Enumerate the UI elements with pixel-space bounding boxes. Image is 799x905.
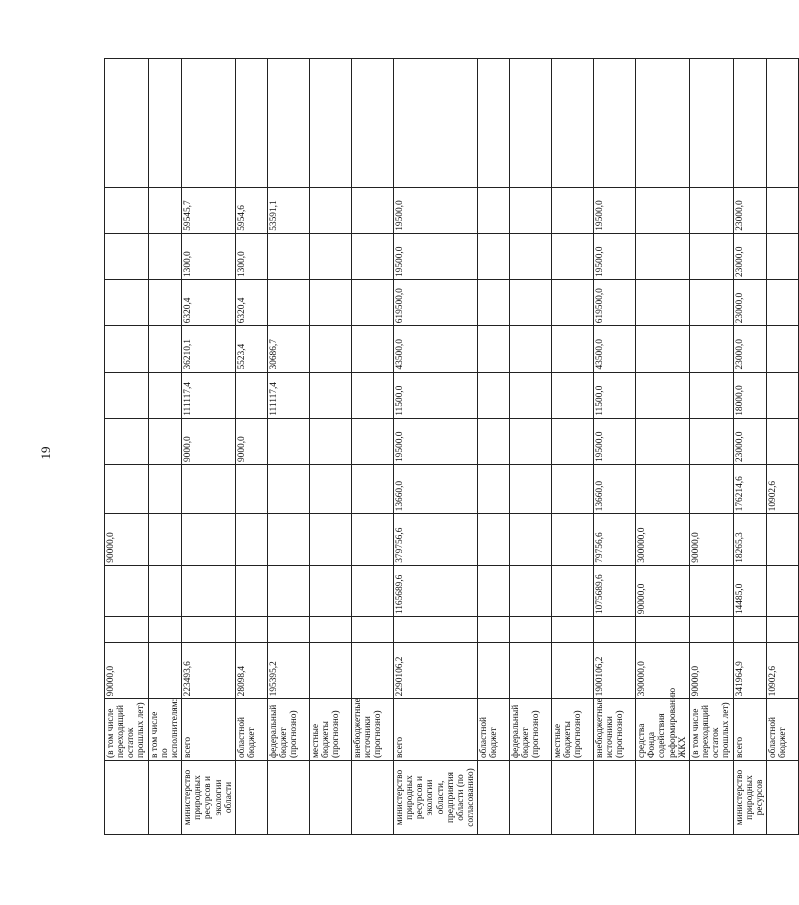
- value-cell: [351, 617, 393, 643]
- value-cell: 59545,7: [182, 187, 236, 233]
- value-cell: 2290106,2: [393, 642, 477, 699]
- value-cell: [552, 617, 594, 643]
- value-cell: [689, 280, 733, 326]
- value-cell: [478, 642, 510, 699]
- value-cell: [105, 565, 149, 616]
- executor-cell: министерство природных ресурсов и экологии области: [182, 761, 236, 835]
- value-cell: [510, 642, 552, 699]
- value-cell: [552, 280, 594, 326]
- value-cell: [309, 280, 351, 326]
- empty-cell: [105, 59, 149, 188]
- value-cell: [689, 372, 733, 418]
- executor-cell: [552, 761, 594, 835]
- value-cell: [235, 617, 267, 643]
- value-cell: [148, 514, 181, 565]
- executor-cell: [309, 761, 351, 835]
- value-cell: [636, 326, 690, 372]
- budget-table: [104, 58, 799, 835]
- value-cell: 19500,0: [393, 418, 477, 464]
- value-cell: [105, 326, 149, 372]
- executor-cell: [510, 761, 552, 835]
- value-cell: [235, 514, 267, 565]
- value-cell: 619500,0: [393, 280, 477, 326]
- value-cell: [510, 280, 552, 326]
- empty-cell: [393, 59, 477, 188]
- executor-cell: министерство природных ресурсов и экологии области, предприятия области (по согласованию): [393, 761, 477, 835]
- value-cell: [351, 565, 393, 616]
- value-cell: [552, 465, 594, 514]
- value-cell: [636, 617, 690, 643]
- value-cell: 300000,0: [636, 514, 690, 565]
- value-cell: [309, 514, 351, 565]
- funding-source-cell: местные бюджеты (прогнозно): [552, 699, 594, 761]
- value-cell: [309, 233, 351, 279]
- funding-source-cell: (в том числе переходящий остаток прошлых лет): [105, 699, 149, 761]
- value-cell: [105, 233, 149, 279]
- value-cell: 111117,4: [182, 372, 236, 418]
- value-cell: [636, 187, 690, 233]
- value-cell: [689, 465, 733, 514]
- value-cell: 619500,0: [594, 280, 636, 326]
- executor-cell: [478, 761, 510, 835]
- value-cell: 10902,6: [767, 642, 799, 699]
- table-row: [594, 59, 636, 835]
- value-cell: [767, 372, 799, 418]
- value-cell: 90000,0: [636, 565, 690, 616]
- table-row: [767, 59, 799, 835]
- funding-source-cell: внебюджетные источники (прогнозно): [351, 699, 393, 761]
- value-cell: [267, 233, 309, 279]
- value-cell: [309, 372, 351, 418]
- value-cell: 30686,7: [267, 326, 309, 372]
- value-cell: [351, 418, 393, 464]
- table-row: [309, 59, 351, 835]
- executor-cell: [148, 761, 181, 835]
- value-cell: [309, 326, 351, 372]
- funding-source-cell: областной бюджет: [235, 699, 267, 761]
- value-cell: [105, 187, 149, 233]
- empty-cell: [552, 59, 594, 188]
- executor-cell: министерство природных ресурсов: [733, 761, 766, 835]
- executor-cell: [594, 761, 636, 835]
- value-cell: 9000,0: [182, 418, 236, 464]
- value-cell: 390000,0: [636, 642, 690, 699]
- value-cell: 6320,4: [182, 280, 236, 326]
- table-row: [478, 59, 510, 835]
- value-cell: [552, 187, 594, 233]
- value-cell: [510, 187, 552, 233]
- value-cell: [636, 372, 690, 418]
- empty-cell: [510, 59, 552, 188]
- value-cell: [478, 514, 510, 565]
- value-cell: [351, 326, 393, 372]
- table-row: [235, 59, 267, 835]
- value-cell: [351, 465, 393, 514]
- value-cell: [689, 233, 733, 279]
- value-cell: 195395,2: [267, 642, 309, 699]
- value-cell: [309, 465, 351, 514]
- funding-source-cell: (в том числе переходящий остаток прошлых лет): [689, 699, 733, 761]
- value-cell: [235, 372, 267, 418]
- value-cell: [594, 617, 636, 643]
- value-cell: 11500,0: [393, 372, 477, 418]
- executor-cell: [636, 761, 690, 835]
- value-cell: [478, 418, 510, 464]
- value-cell: [105, 280, 149, 326]
- executor-cell: [689, 761, 733, 835]
- executor-cell: [767, 761, 799, 835]
- empty-cell: [235, 59, 267, 188]
- value-cell: [636, 418, 690, 464]
- executor-cell: [267, 761, 309, 835]
- value-cell: [351, 642, 393, 699]
- value-cell: [309, 418, 351, 464]
- value-cell: [235, 465, 267, 514]
- value-cell: [267, 565, 309, 616]
- value-cell: [148, 326, 181, 372]
- value-cell: 111117,4: [267, 372, 309, 418]
- value-cell: [552, 372, 594, 418]
- value-cell: 19500,0: [393, 187, 477, 233]
- value-cell: [767, 617, 799, 643]
- value-cell: 379756,6: [393, 514, 477, 565]
- value-cell: 53591,1: [267, 187, 309, 233]
- value-cell: 11500,0: [594, 372, 636, 418]
- value-cell: 10902,6: [767, 465, 799, 514]
- funding-source-cell: в том числе по исполнителям:: [148, 699, 181, 761]
- value-cell: [552, 514, 594, 565]
- value-cell: [552, 233, 594, 279]
- value-cell: 5954,6: [235, 187, 267, 233]
- value-cell: 1300,0: [235, 233, 267, 279]
- value-cell: [689, 326, 733, 372]
- value-cell: [148, 372, 181, 418]
- value-cell: 23000,0: [733, 233, 766, 279]
- value-cell: 28098,4: [235, 642, 267, 699]
- value-cell: [351, 187, 393, 233]
- empty-cell: [767, 59, 799, 188]
- value-cell: 90000,0: [689, 514, 733, 565]
- value-cell: 19500,0: [393, 233, 477, 279]
- value-cell: 1900106,2: [594, 642, 636, 699]
- funding-source-cell: местные бюджеты (прогнозно): [309, 699, 351, 761]
- value-cell: [148, 187, 181, 233]
- value-cell: [510, 418, 552, 464]
- table-row: [105, 59, 149, 835]
- rotated-table-container: [104, 58, 789, 835]
- value-cell: [767, 280, 799, 326]
- value-cell: 176214,6: [733, 465, 766, 514]
- value-cell: 13660,0: [393, 465, 477, 514]
- table-row: [636, 59, 690, 835]
- value-cell: 19500,0: [594, 418, 636, 464]
- value-cell: [309, 187, 351, 233]
- value-cell: 23000,0: [733, 280, 766, 326]
- value-cell: [478, 326, 510, 372]
- page-number: 19: [38, 446, 53, 460]
- value-cell: [105, 617, 149, 643]
- value-cell: [478, 233, 510, 279]
- value-cell: [309, 642, 351, 699]
- funding-source-cell: областной бюджет: [478, 699, 510, 761]
- value-cell: [767, 418, 799, 464]
- value-cell: 13660,0: [594, 465, 636, 514]
- value-cell: [689, 187, 733, 233]
- empty-cell: [478, 59, 510, 188]
- table-row: [182, 59, 236, 835]
- value-cell: [393, 617, 477, 643]
- value-cell: [182, 514, 236, 565]
- value-cell: [636, 280, 690, 326]
- value-cell: [148, 617, 181, 643]
- executor-cell: [105, 761, 149, 835]
- empty-cell: [148, 59, 181, 188]
- value-cell: [733, 617, 766, 643]
- value-cell: [478, 565, 510, 616]
- value-cell: [105, 372, 149, 418]
- empty-cell: [267, 59, 309, 188]
- value-cell: [478, 280, 510, 326]
- value-cell: [148, 465, 181, 514]
- funding-source-cell: всего: [733, 699, 766, 761]
- funding-source-cell: внебюджетные источники (прогнозно): [594, 699, 636, 761]
- value-cell: 90000,0: [105, 514, 149, 565]
- value-cell: 19500,0: [594, 187, 636, 233]
- value-cell: [309, 565, 351, 616]
- value-cell: 36210,1: [182, 326, 236, 372]
- value-cell: 90000,0: [689, 642, 733, 699]
- table-row: [148, 59, 181, 835]
- value-cell: [478, 372, 510, 418]
- empty-cell: [689, 59, 733, 188]
- value-cell: 1300,0: [182, 233, 236, 279]
- value-cell: 43500,0: [594, 326, 636, 372]
- executor-cell: [235, 761, 267, 835]
- value-cell: [689, 418, 733, 464]
- value-cell: [105, 465, 149, 514]
- funding-source-cell: средства Фонда содействия реформированию ЖКХ: [636, 699, 690, 761]
- value-cell: [767, 187, 799, 233]
- value-cell: [552, 326, 594, 372]
- value-cell: 1165689,6: [393, 565, 477, 616]
- funding-source-cell: федеральный бюджет (прогнозно): [510, 699, 552, 761]
- value-cell: [351, 514, 393, 565]
- value-cell: 6320,4: [235, 280, 267, 326]
- table-row: [393, 59, 477, 835]
- table-row: [351, 59, 393, 835]
- value-cell: [510, 617, 552, 643]
- value-cell: [267, 280, 309, 326]
- value-cell: [351, 372, 393, 418]
- value-cell: [148, 280, 181, 326]
- value-cell: 19500,0: [594, 233, 636, 279]
- value-cell: [510, 465, 552, 514]
- value-cell: [148, 642, 181, 699]
- value-cell: [478, 187, 510, 233]
- value-cell: [309, 617, 351, 643]
- value-cell: [267, 514, 309, 565]
- empty-cell: [309, 59, 351, 188]
- value-cell: [478, 465, 510, 514]
- value-cell: [552, 565, 594, 616]
- table-row: [552, 59, 594, 835]
- funding-source-cell: всего: [393, 699, 477, 761]
- table-row: [510, 59, 552, 835]
- value-cell: 18265,3: [733, 514, 766, 565]
- value-cell: [267, 617, 309, 643]
- table-row: [733, 59, 766, 835]
- value-cell: 5523,4: [235, 326, 267, 372]
- value-cell: [636, 233, 690, 279]
- value-cell: 223493,6: [182, 642, 236, 699]
- value-cell: [351, 280, 393, 326]
- value-cell: 23000,0: [733, 326, 766, 372]
- value-cell: 43500,0: [393, 326, 477, 372]
- value-cell: 341964,9: [733, 642, 766, 699]
- value-cell: [552, 642, 594, 699]
- value-cell: [510, 565, 552, 616]
- value-cell: [267, 418, 309, 464]
- value-cell: [510, 326, 552, 372]
- executor-cell: [351, 761, 393, 835]
- value-cell: [478, 617, 510, 643]
- value-cell: [767, 233, 799, 279]
- value-cell: [767, 326, 799, 372]
- empty-cell: [351, 59, 393, 188]
- value-cell: [689, 617, 733, 643]
- value-cell: [182, 565, 236, 616]
- value-cell: 14485,0: [733, 565, 766, 616]
- value-cell: [767, 514, 799, 565]
- value-cell: [148, 418, 181, 464]
- value-cell: 23000,0: [733, 418, 766, 464]
- value-cell: 18000,0: [733, 372, 766, 418]
- value-cell: 9000,0: [235, 418, 267, 464]
- value-cell: [105, 418, 149, 464]
- value-cell: 79756,6: [594, 514, 636, 565]
- value-cell: [767, 565, 799, 616]
- empty-cell: [733, 59, 766, 188]
- funding-source-cell: областной бюджет: [767, 699, 799, 761]
- value-cell: [351, 233, 393, 279]
- value-cell: [552, 418, 594, 464]
- table-row: [267, 59, 309, 835]
- value-cell: [636, 465, 690, 514]
- value-cell: [148, 233, 181, 279]
- empty-cell: [594, 59, 636, 188]
- empty-cell: [636, 59, 690, 188]
- value-cell: [267, 465, 309, 514]
- value-cell: 1075689,6: [594, 565, 636, 616]
- value-cell: [182, 465, 236, 514]
- funding-source-cell: федеральный бюджет (прогнозно): [267, 699, 309, 761]
- value-cell: [689, 565, 733, 616]
- value-cell: [510, 233, 552, 279]
- value-cell: [235, 565, 267, 616]
- empty-cell: [182, 59, 236, 188]
- funding-source-cell: всего: [182, 699, 236, 761]
- value-cell: [148, 565, 181, 616]
- value-cell: [510, 372, 552, 418]
- value-cell: 90000,0: [105, 642, 149, 699]
- table-row: [689, 59, 733, 835]
- value-cell: 23000,0: [733, 187, 766, 233]
- value-cell: [182, 617, 236, 643]
- value-cell: [510, 514, 552, 565]
